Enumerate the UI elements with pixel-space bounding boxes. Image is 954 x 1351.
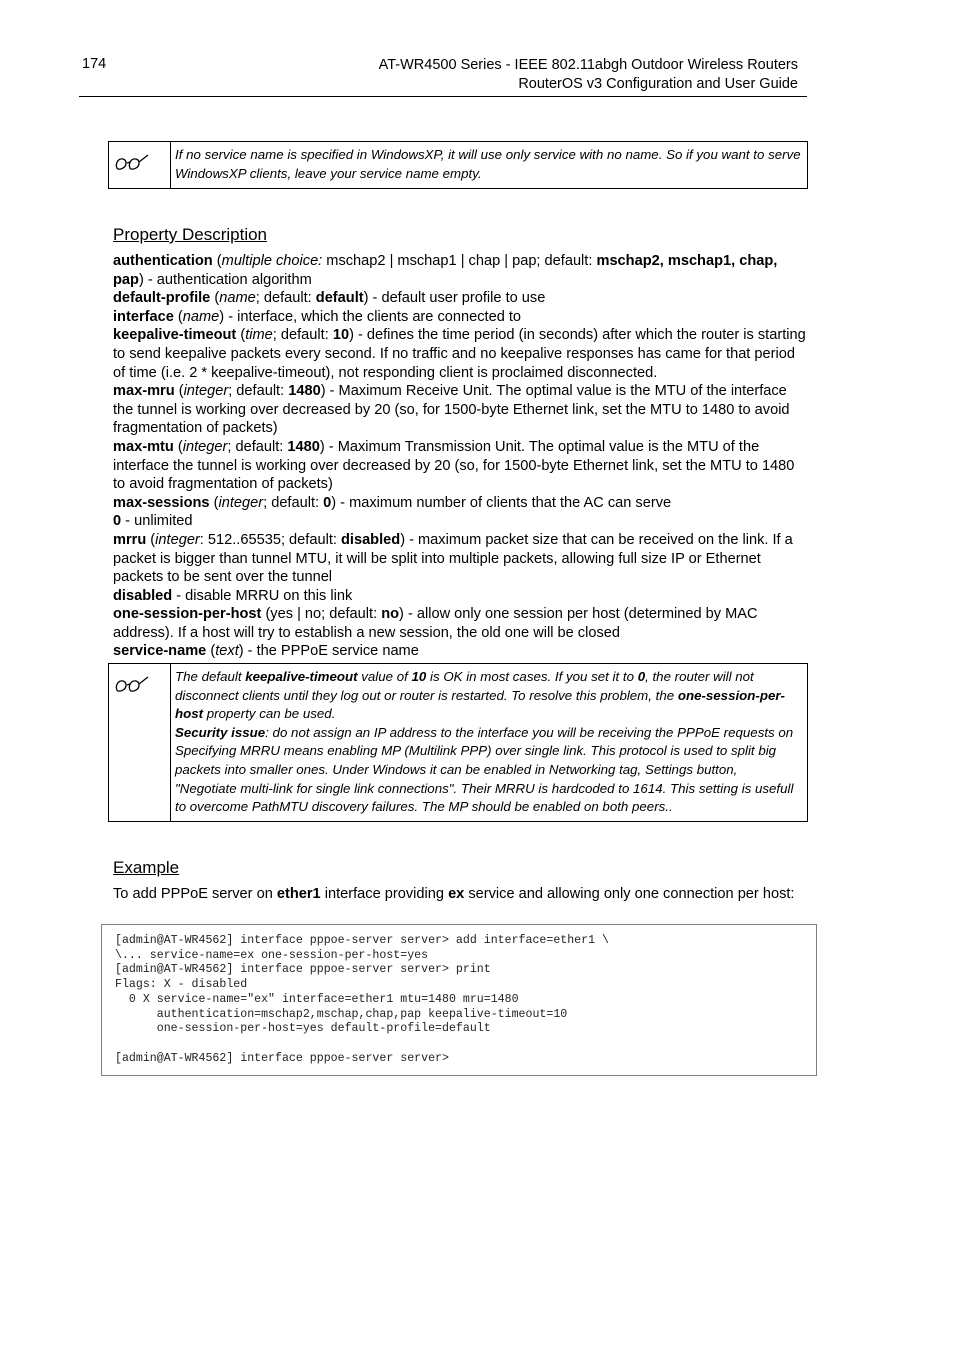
property-interface: interface (name) - interface, which the clients are connected to xyxy=(113,308,522,325)
code-block: [admin@AT-WR4562] interface pppoe-server server> add interface=ether1 \ \... service-name=ex one-session-per-host=yes [admin@AT-WR4562] interface pppoe-server server> print Flags: X - disabled 0 X service-name="ex" interface=ether1 mtu=1480 mru=1480 authentication=mschap2,mschap,chap,pap keepalive-timeout=10 one-session-per-host=yes default-profile=default [admin@AT-WR4562] interface pppoe-server server> xyxy=(101,924,817,1076)
property-type: name xyxy=(182,308,220,325)
property-service-name: service-name (text) - the PPPoE service name xyxy=(113,643,419,660)
note-paragraph: Security issue: do not assign an IP address to the interface you will be receiving the PPPoE requests on Specifying MRRU means enabling MP (Multilink PPP) over single link. This protocol is used to split big packets into smaller ones. Under Windows it can be enabled in Networking tag, Settings button, "Negotiate multi-link for single link connections". Their MRRU is hardcoded to 1614. This setting is usefull to overcome PathMTU discovery failures. The MP should be enabled on both peers.. xyxy=(175,724,794,815)
property-default: mschap2, mschap1, chap, pap xyxy=(113,253,778,288)
property-type: integer xyxy=(182,438,228,455)
property-one-session-per-host: one-session-per-host (yes | no; default: no) - allow only one session per host (determined by MAC address). If a host will try to establish a new session, the old one will be closed xyxy=(113,606,758,641)
property-default: 1480 xyxy=(288,383,321,400)
glasses-note-icon xyxy=(114,674,150,694)
property-type: integer xyxy=(155,531,200,548)
note-box xyxy=(108,141,808,189)
property-name: max-mru xyxy=(113,383,175,400)
property-type: name xyxy=(219,290,256,307)
section-heading-example: Example xyxy=(113,858,180,877)
property-keepalive-timeout: keepalive-timeout (time; default: 10) - defines the time period (in seconds) after which the router is starting to send keepalive packets every second. If no traffic and no keepalive responses has came for that period of time (i.e. 2 * keepalive-timeout), not responding client is proclaimed disconnected. xyxy=(113,327,806,381)
property-value-zero: 0 - unlimited xyxy=(113,513,193,530)
property-default: no xyxy=(381,606,400,623)
property-type: multiple choice: xyxy=(221,253,323,269)
property-name: max-mtu xyxy=(113,438,174,455)
header-title-line1: AT-WR4500 Series - IEEE 802.11abgh Outdoor Wireless Routers xyxy=(378,57,798,73)
note-icon-cell xyxy=(109,142,171,188)
property-default: 10 xyxy=(332,327,350,344)
property-default: default xyxy=(315,290,364,307)
property-type: integer xyxy=(183,383,229,400)
property-value: 0 xyxy=(113,513,122,530)
property-mrru: mrru (integer: 512..65535; default: disabled) - maximum packet size that can be received on the link. If a packet is bigger than tunnel MTU, it will be split into multiple packets, allowing full size IP or Ethernet packets to be sent over the tunnel xyxy=(113,531,793,586)
note-icon-cell xyxy=(109,664,171,821)
property-value: disabled xyxy=(113,587,173,604)
property-max-mtu: max-mtu (integer; default: 1480) - Maximum Transmission Unit. The optimal value is the MTU of the interface the tunnel is working over decreased by 20 (so, for 1500-byte Ethernet link, set the MTU to 1480 to avoid fragmentation of packets) xyxy=(113,438,795,493)
property-name: interface xyxy=(113,308,174,325)
property-default: 1480 xyxy=(287,438,320,455)
property-name: default-profile xyxy=(113,290,211,307)
property-name: mrru xyxy=(113,531,147,548)
glasses-note-icon xyxy=(114,152,150,172)
property-type: text xyxy=(215,643,239,660)
property-default: 0 xyxy=(323,494,332,511)
property-default-profile: default-profile (name; default: default) - default user profile to use xyxy=(113,290,546,307)
header-rule xyxy=(79,96,807,97)
section-heading-property-description: Property Description xyxy=(113,225,268,244)
property-list xyxy=(113,252,808,661)
property-name: keepalive-timeout xyxy=(113,327,237,344)
running-header xyxy=(379,56,798,94)
page-number: 174 xyxy=(82,56,107,72)
property-max-sessions: max-sessions (integer; default: 0) - maximum number of clients that the AC can serve xyxy=(113,494,672,511)
note-text: If no service name is specified in WindowsXP, it will use only service with no name. So if you want to serve WindowsXP clients, leave your service name empty. xyxy=(175,147,801,181)
property-type: time xyxy=(245,327,273,344)
property-value-disabled: disabled - disable MRRU on this link xyxy=(113,587,353,604)
note-paragraph: The default keepalive-timeout value of 10 is OK in most cases. If you set it to 0, the router will not disconnect clients until they log out or router is restarted. To resolve this problem, the one-session-per-host property can be used. xyxy=(175,669,785,722)
property-default: disabled xyxy=(340,531,401,548)
property-name: max-sessions xyxy=(113,494,210,511)
property-max-mru: max-mru (integer; default: 1480) - Maximum Receive Unit. The optimal value is the MTU of the interface the tunnel is working over decreased by 20 (so, for 1500-byte Ethernet link, set the MTU to 1480 to avoid fragmentation of packets) xyxy=(113,383,790,437)
property-authentication: authentication (multiple choice: mschap2 | mschap1 | chap | pap; default: mschap2, mschap1, chap, pap) - authentication algorithm xyxy=(113,253,778,288)
note-text xyxy=(171,664,807,821)
property-name: service-name xyxy=(113,643,207,660)
note-box xyxy=(108,663,808,822)
header-title-line2: RouterOS v3 Configuration and User Guide xyxy=(518,76,798,92)
example-intro: To add PPPoE server on ether1 interface providing ex service and allowing only one connection per host: xyxy=(113,886,795,902)
property-name: authentication xyxy=(113,253,213,269)
property-type: integer xyxy=(218,494,264,511)
property-name: one-session-per-host xyxy=(113,606,262,623)
